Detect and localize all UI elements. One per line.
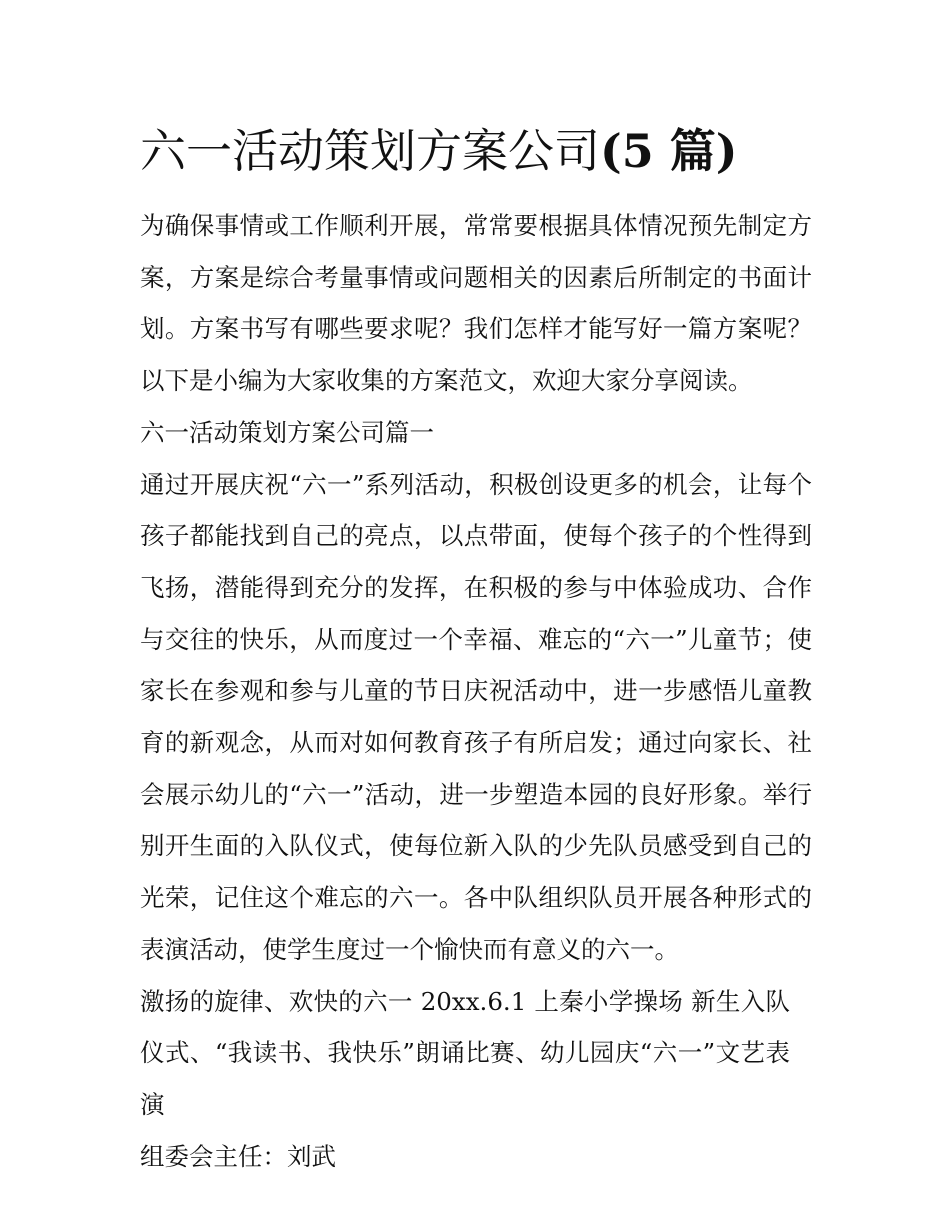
title-suffix: (5 篇) [600,124,738,178]
intro-paragraph: 为确保事情或工作顺利开展，常常要根据具体情况预先制定方案，方案是综合考量事情或问题相关的因素后所制定的书面计划。方案书写有哪些要求呢？我们怎样才能写好一篇方案呢？以下是小编为大家收集的方案范文，欢迎大家分享阅读。 [140,211,812,396]
body-paragraph: 通过开展庆祝“六一”系列活动，积极创设更多的机会，让每个孩子都能找到自己的亮点，以点带面，使每个孩子的个性得到飞扬，潜能得到充分的发挥，在积极的参与中体验成功、合作与交往的快乐，从而度过一个幸福、难忘的“六一”儿童节；使家长在参观和参与儿童的节日庆祝活动中，进一步感悟儿童教育的新观念，从而对如何教育孩子有所启发；通过向家长、社会展示幼儿的“六一”活动，进一步塑造本园的良好形象。举行别开生面的入队仪式，使每位新入队的少先队员感受到自己的光荣，记住这个难忘的六一。各中队组织队员开展各种形式的表演活动，使学生度过一个愉快而有意义的六一。 [140,469,812,964]
section-heading: 六一活动策划方案公司篇一 [140,417,434,447]
document-content [140,112,812,1182]
document-title [140,112,812,190]
title-main: 六一活动策划方案公司 [140,124,600,178]
committee-line: 组委会主任：刘武 [140,1141,336,1171]
event-paragraph: 激扬的旋律、欢快的六一 20xx.6.1 上秦小学操场 新生入队仪式、“我读书、我快乐”朗诵比赛、幼儿园庆“六一”文艺表演 [140,986,790,1119]
